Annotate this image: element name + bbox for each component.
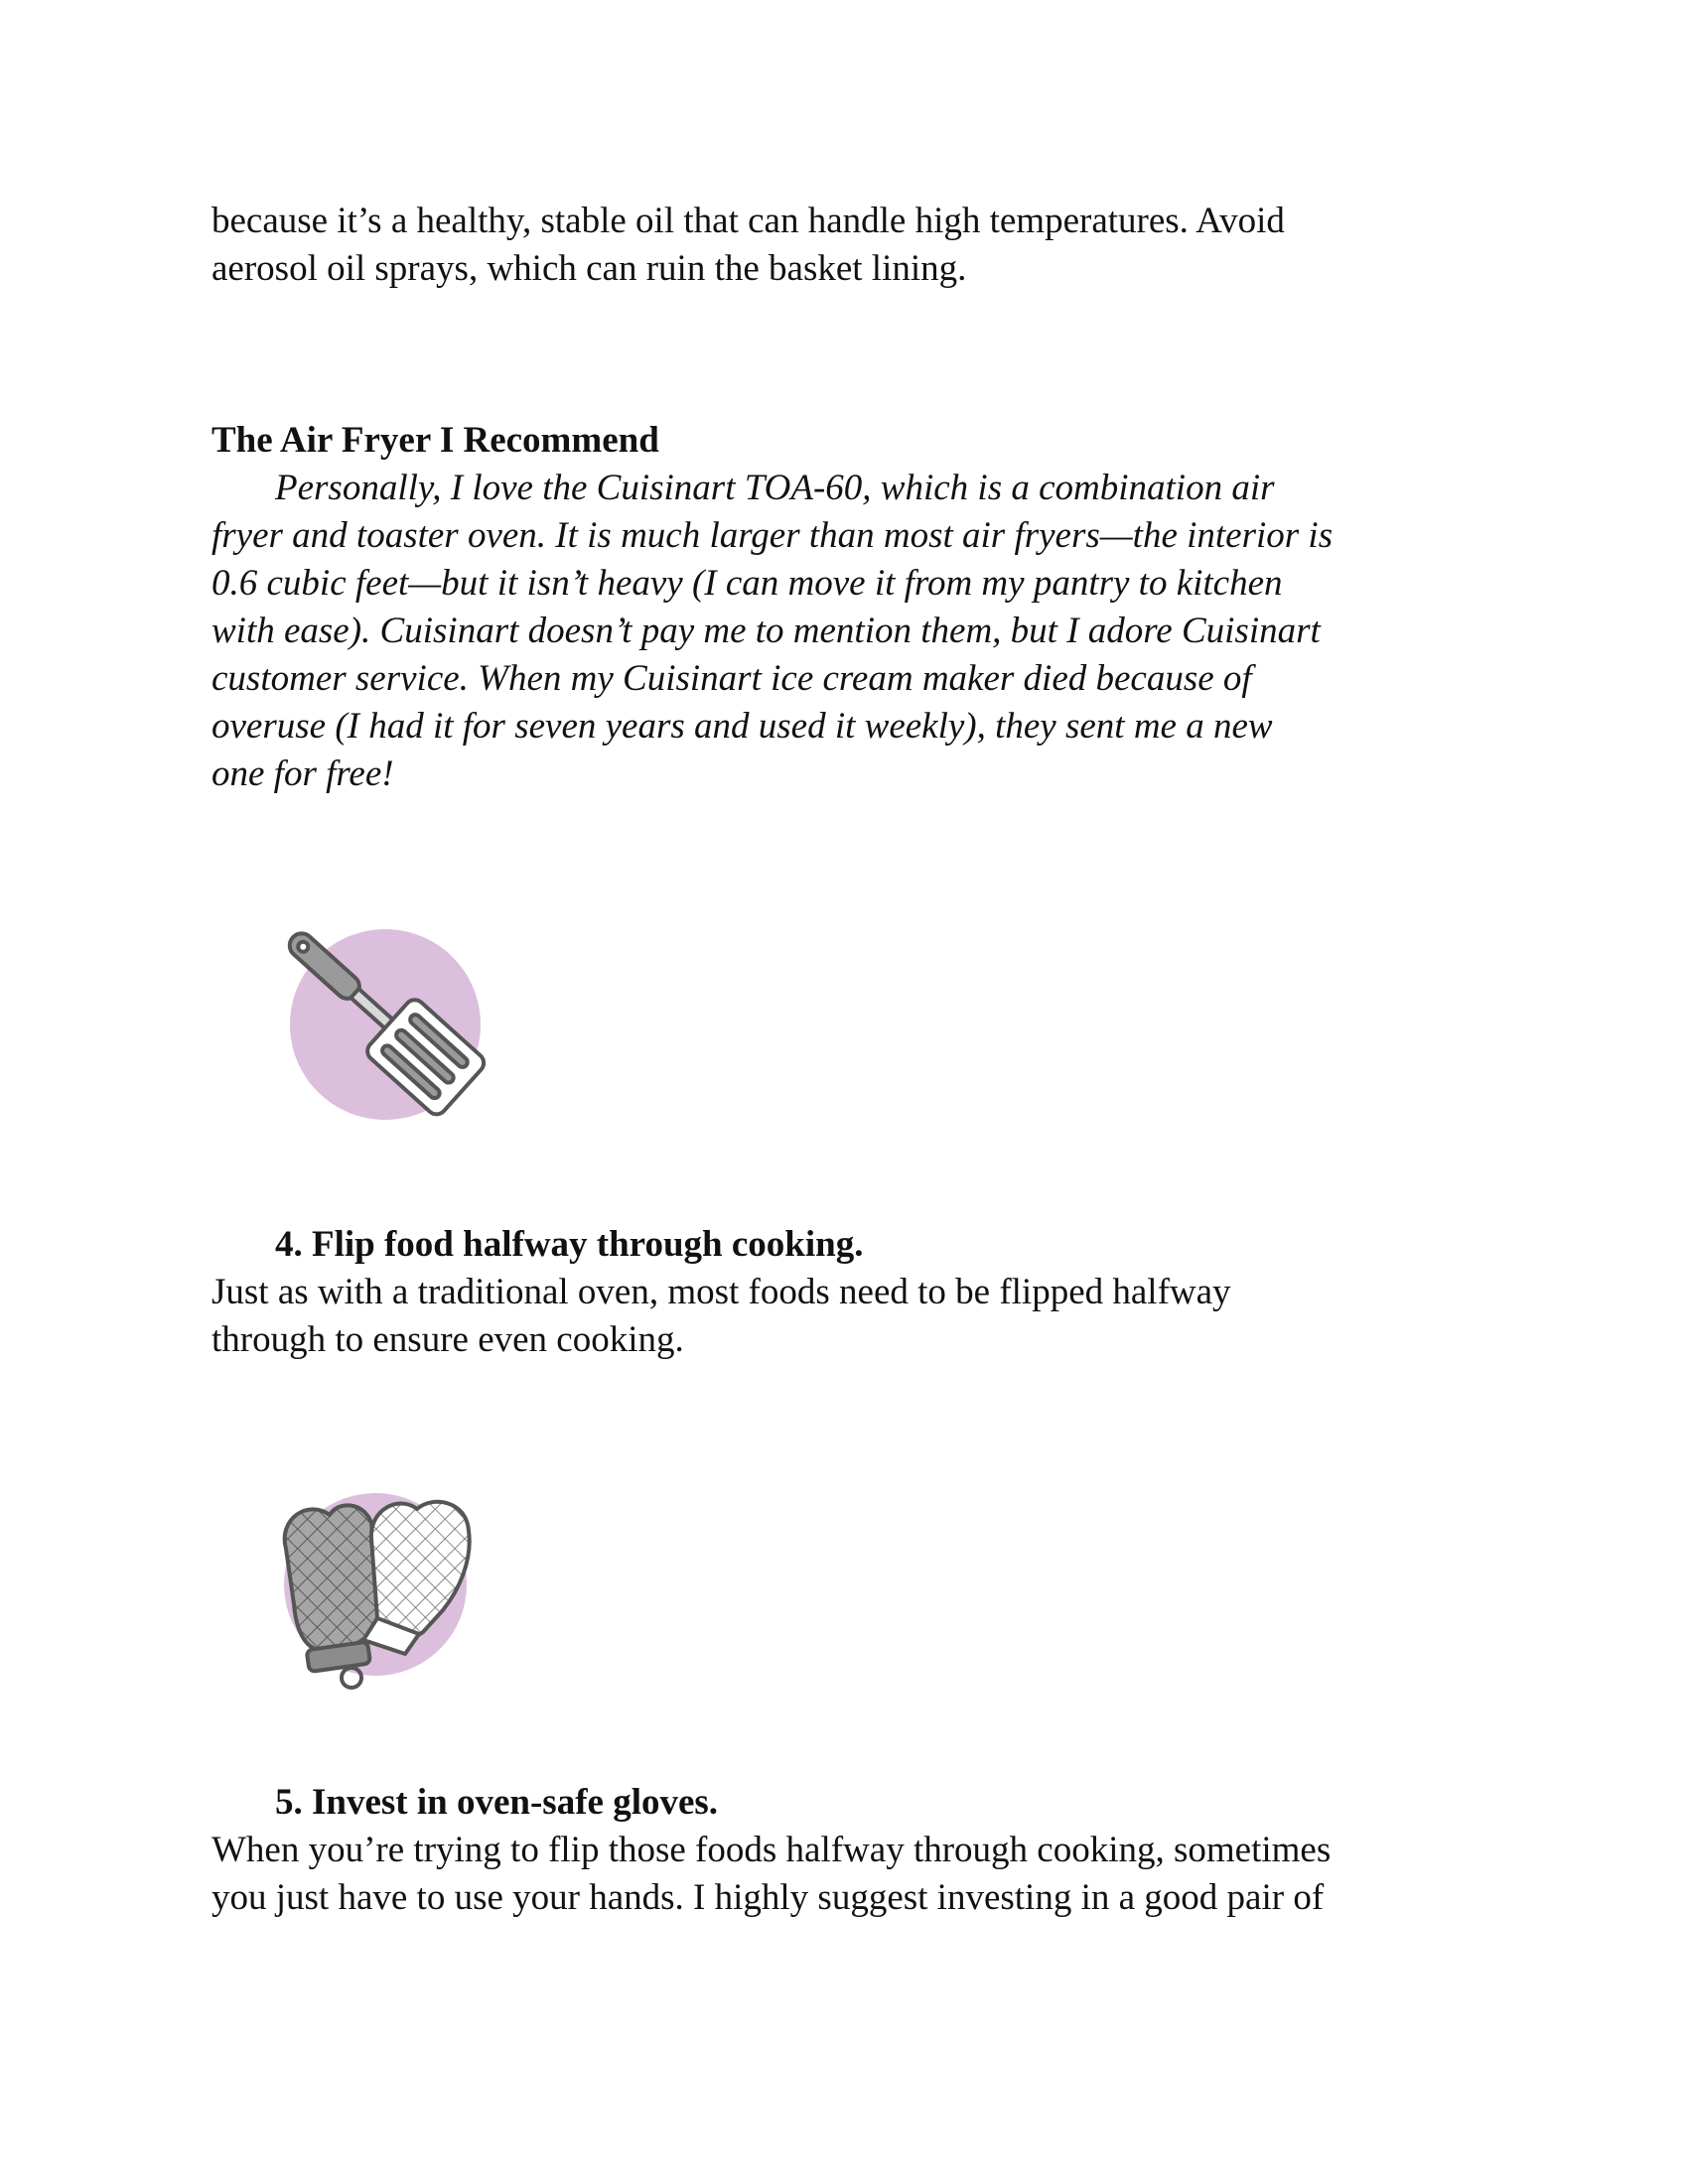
- tip4-line: through to ensure even cooking.: [211, 1319, 684, 1360]
- recommend-heading: The Air Fryer I Recommend: [211, 420, 659, 461]
- tip4-line: Just as with a traditional oven, most foods need to be flipped halfway: [211, 1272, 1231, 1312]
- recommend-line: customer service. When my Cuisinart ice cream maker died because of: [211, 658, 1252, 699]
- tip4-heading: 4. Flip food halfway through cooking.: [275, 1224, 864, 1265]
- recommend-line: 0.6 cubic feet—but it isn’t heavy (I can move it from my pantry to kitchen: [211, 563, 1283, 604]
- tip5-line: When you’re trying to flip those foods halfway through cooking, sometimes: [211, 1830, 1332, 1870]
- tip5-line: you just have to use your hands. I highly suggest investing in a good pair of: [211, 1877, 1325, 1918]
- tip5-section: [211, 1779, 1502, 1922]
- recommend-line: Personally, I love the Cuisinart TOA-60, which is a combination air: [275, 468, 1275, 508]
- intro-line: because it’s a healthy, stable oil that can handle high temperatures. Avoid: [211, 201, 1285, 241]
- recommend-line: fryer and toaster oven. It is much larger than most air fryers—the interior is: [211, 515, 1334, 556]
- intro-line: aerosol oil sprays, which can ruin the basket lining.: [211, 248, 967, 289]
- recommend-line: with ease). Cuisinart doesn’t pay me to mention them, but I adore Cuisinart: [211, 611, 1321, 651]
- spatula-handle-hole: [296, 940, 310, 954]
- recommend-section: [211, 417, 1502, 798]
- spatula-icon: [268, 913, 506, 1132]
- recommend-line: one for free!: [211, 753, 394, 794]
- tip5-heading: 5. Invest in oven-safe gloves.: [275, 1782, 719, 1823]
- recommend-line: overuse (I had it for seven years and used it weekly), they sent me a new: [211, 706, 1273, 747]
- intro-paragraph: [211, 198, 1502, 293]
- tip4-section: [211, 1221, 1502, 1364]
- oven-mitts-icon: [268, 1479, 506, 1698]
